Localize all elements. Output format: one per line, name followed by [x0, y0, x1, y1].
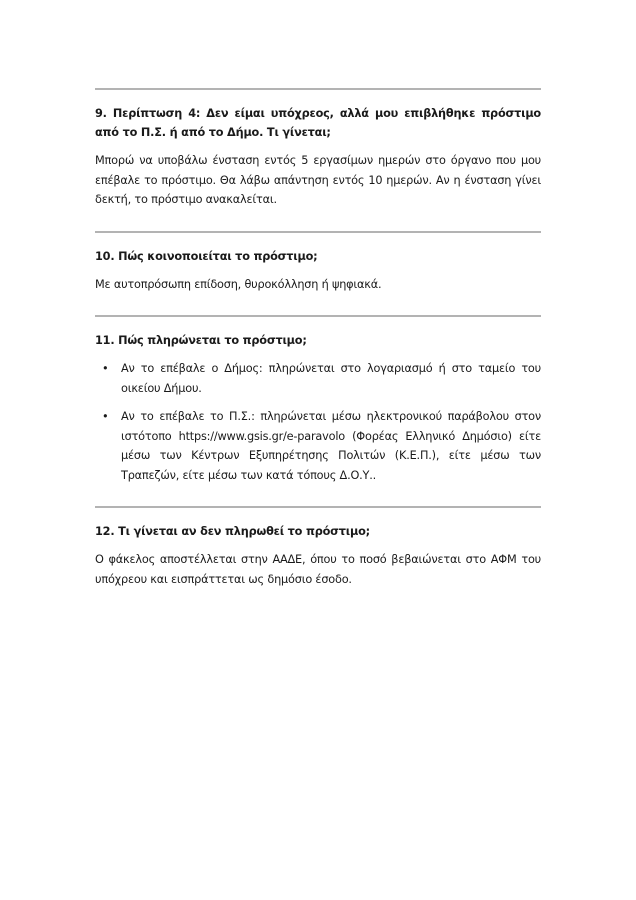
- bullet-icon: •: [102, 410, 109, 423]
- payment-methods-list: [95, 359, 541, 485]
- list-item-text: Αν το επέβαλε το Π.Σ.: πληρώνεται μέσω ηλεκτρονικού παράβολου στον ιστότοπο https://www.gsis.gr/e-paravolo (Φορέας Ελληνικό Δημόσιο) είτε μέσω των Κέντρων Εξυπηρέτησης Πολιτών (Κ.Ε.Π.), είτε μέσω των Τραπεζών, είτε μέσω των κατά τόπους Δ.Ο.Υ..: [121, 410, 541, 482]
- faq-section-10: [95, 233, 541, 295]
- faq-section-12: [95, 508, 541, 589]
- faq-question: 12. Τι γίνεται αν δεν πληρωθεί το πρόστιμο;: [95, 525, 370, 538]
- document-page: [95, 88, 541, 589]
- faq-question: 10. Πώς κοινοποιείται το πρόστιμο;: [95, 249, 318, 263]
- bullet-icon: •: [102, 362, 109, 375]
- faq-answer: Μπορώ να υποβάλω ένσταση εντός 5 εργασίμων ημερών στο όργανο που μου επέβαλε το πρόστιμο. Θα λάβω απάντηση εντός 10 ημερών. Αν η ένσταση γίνει δεκτή, το πρόστιμο ανακαλείται.: [95, 154, 541, 206]
- faq-answer: Ο φάκελος αποστέλλεται στην ΑΑΔΕ, όπου το ποσό βεβαιώνεται στο ΑΦΜ του υπόχρεου και εισπράττεται ως δημόσιο έσοδο.: [95, 553, 541, 586]
- list-item: [95, 407, 541, 485]
- faq-section-9: [95, 90, 541, 210]
- faq-question: 9. Περίπτωση 4: Δεν είμαι υπόχρεος, αλλά μου επιβλήθηκε πρόστιμο από το Π.Σ. ή από το Δήμο. Τι γίνεται;: [95, 107, 541, 139]
- list-item-text: Αν το επέβαλε ο Δήμος: πληρώνεται στο λογαριασμό ή στο ταμείο του οικείου Δήμου.: [121, 362, 541, 395]
- faq-section-11: [95, 317, 541, 485]
- faq-question: 11. Πώς πληρώνεται το πρόστιμο;: [95, 334, 307, 347]
- faq-answer: Με αυτοπρόσωπη επίδοση, θυροκόλληση ή ψηφιακά.: [95, 277, 382, 291]
- list-item: [95, 359, 541, 398]
